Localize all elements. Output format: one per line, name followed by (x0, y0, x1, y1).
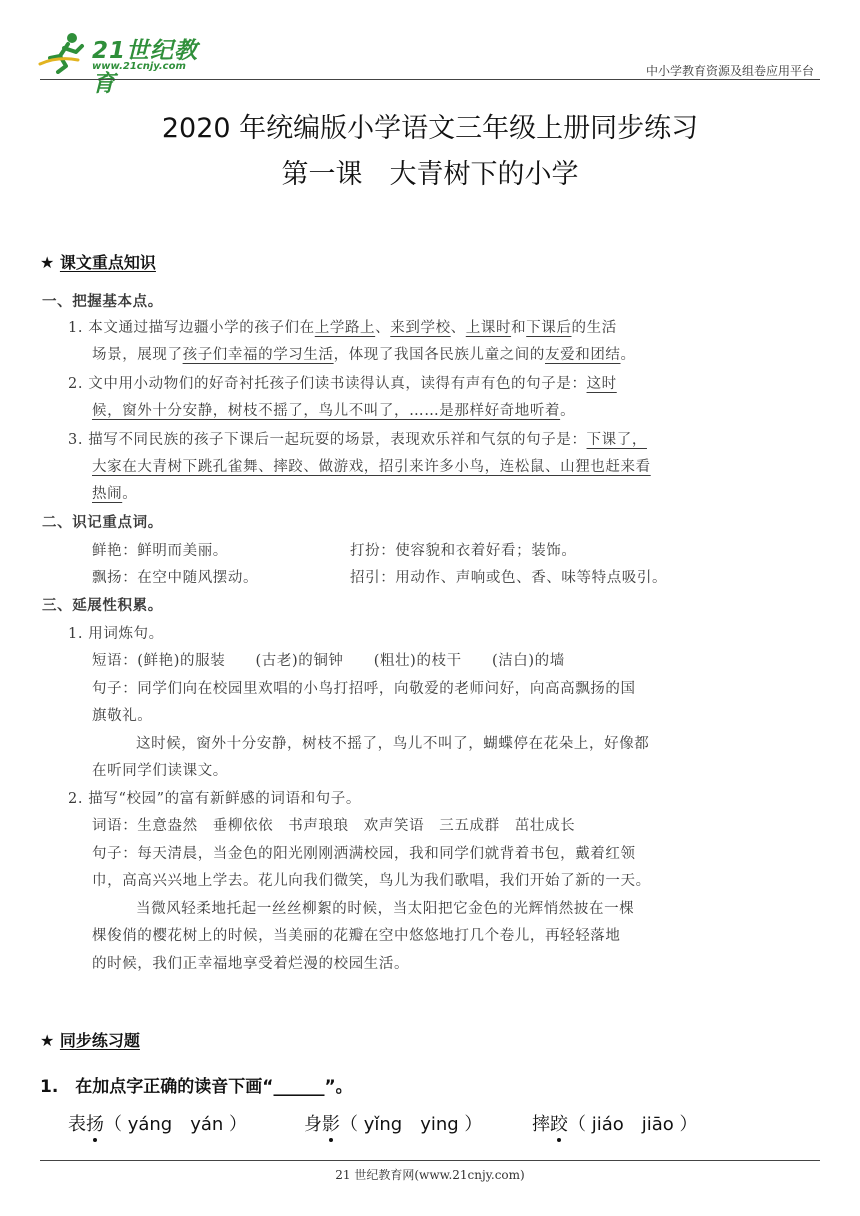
page-header (0, 0, 860, 97)
runner-icon (38, 30, 92, 74)
word-piaoyang: 飘扬：在空中随风摆动。 (92, 570, 259, 586)
star-icon: ★ (40, 1031, 55, 1050)
word-xianyan: 鲜艳：鲜明而美丽。 (92, 543, 228, 559)
word-daban: 打扮：使容貌和衣着好看；装饰。 (350, 543, 577, 559)
sentence-2-line-1: 这时候，窗外十分安静，树枝不摇了，鸟儿不叫了，蝴蝶停在花朵上，好像都 (136, 736, 650, 752)
campus-sentence-line-1: 句子：每天清晨，当金色的阳光刚刚洒满校园，我和同学们就背着书包，戴着红领 (92, 846, 636, 862)
section-label: 课文重点知识 (59, 253, 156, 272)
sentence-1-line-2: 旗敬礼。 (92, 708, 153, 724)
footer-divider (40, 1160, 820, 1161)
section-label: 同步练习题 (59, 1031, 140, 1050)
option-biaoyang[interactable]: 表扬（ yáng yán ） (68, 1110, 247, 1136)
point-3-line-2: 大家在大青树下跳孔雀舞、摔跤、做游戏，招引来许多小鸟，连松鼠、山狸也赶来看 (92, 459, 651, 475)
logo-text: 21世纪教育 (92, 38, 199, 97)
phrase-list: 短语：(鲜艳)的服装 (古老)的铜钟 (粗壮)的枝干 (洁白)的墙 (92, 653, 565, 669)
campus-sentence-line-5: 的时候，我们正幸福地享受着烂漫的校园生活。 (92, 956, 410, 972)
extension-2-title: 2. 描写“校园”的富有新鲜感的词语和句子。 (68, 791, 361, 807)
campus-sentence-line-3: 当微风轻柔地托起一丝丝柳絮的时候，当太阳把它金色的光辉悄然披在一棵 (136, 901, 635, 917)
logo-url: www.21cnjy.com (92, 61, 186, 72)
dotted-char: 跤 (550, 1110, 568, 1136)
option-shuaijiao[interactable]: 摔跤（ jiáo jiāo ） (532, 1110, 698, 1136)
word-zhaoyin: 招引：用动作、声响或色、香、味等特点吸引。 (350, 570, 668, 586)
point-1-line-1: 1. 本文通过描写边疆小学的孩子们在上学路上、来到学校、上课时和下课后的生活 (68, 320, 617, 336)
option-shenying[interactable]: 身影（ yǐng ying ） (304, 1110, 482, 1136)
platform-name: 中小学教育资源及组卷应用平台 (645, 64, 814, 78)
footer-text[interactable]: 21 世纪教育网(www.21cnjy.com) (335, 1168, 525, 1182)
point-3-line-3: 热闹。 (92, 486, 138, 502)
point-2-line-2: 候，窗外十分安静，树枝不摇了，鸟儿不叫了，……是那样好奇地听着。 (92, 403, 576, 419)
heading-key-words: 二、识记重点词。 (42, 514, 163, 531)
dotted-char: 扬 (86, 1110, 104, 1136)
heading-extension: 三、延展性积累。 (42, 597, 163, 614)
campus-sentence-line-2: 巾，高高兴兴地上学去。花儿向我们微笑，鸟儿为我们歌唱，我们开始了新的一天。 (92, 873, 651, 889)
point-1-line-2: 场景，展现了孩子们幸福的学习生活，体现了我国各民族儿童之间的友爱和团结。 (92, 347, 636, 363)
header-divider (40, 79, 820, 80)
point-2-line-1: 2. 文中用小动物们的好奇衬托孩子们读书读得认真，读得有声有色的句子是：这时 (68, 376, 617, 392)
site-logo[interactable] (38, 30, 208, 97)
section-heading-exercises (40, 1028, 140, 1051)
section-heading-knowledge (40, 250, 156, 273)
heading-basic-points: 一、把握基本点。 (42, 293, 163, 310)
lesson-title: 第一课 大青树下的小学 (281, 159, 579, 190)
campus-sentence-line-4: 棵俊俏的樱花树上的时候，当美丽的花瓣在空中悠悠地打几个卷儿，再轻轻落地 (92, 928, 621, 944)
sentence-2-line-2: 在听同学们读课文。 (92, 763, 228, 779)
page-title: 2020 年统编版小学语文三年级上册同步练习 (161, 113, 699, 144)
extension-1-title: 1. 用词炼句。 (68, 626, 164, 642)
dotted-char: 影 (322, 1110, 340, 1136)
point-3-line-1: 3. 描写不同民族的孩子下课后一起玩耍的场景，表现欢乐祥和气氛的句子是：下课了， (68, 432, 647, 448)
campus-word-list: 词语：生意盎然 垂柳依依 书声琅琅 欢声笑语 三五成群 茁壮成长 (92, 818, 576, 834)
question-1-prompt: 1. 在加点字正确的读音下画“______”。 (40, 1077, 353, 1097)
star-icon: ★ (40, 253, 55, 272)
sentence-1-line-1: 句子：同学们向在校园里欢唱的小鸟打招呼，向敬爱的老师问好，向高高飘扬的国 (92, 681, 636, 697)
